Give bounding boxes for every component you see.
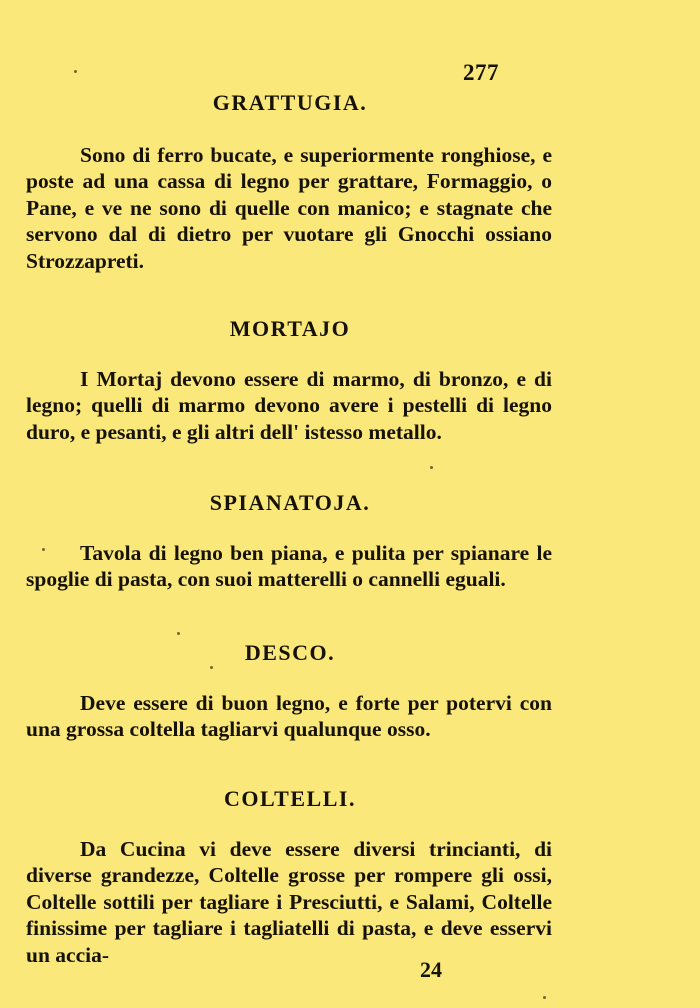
paragraph-body: Tavola di legno ben piana, e pulita per spianare le spoglie di pasta, con suoi matterelli o cannelli eguali. — [26, 541, 552, 592]
page-number: 277 — [463, 60, 499, 85]
section-heading-spianatoja: SPIANATOJA. — [209, 490, 371, 515]
paragraph-body: I Mortaj devono essere di marmo, di bronzo, e di legno; quelli di marmo devono avere i pestelli di legno duro, e pesanti, e gli altri dell' istesso metallo. — [26, 367, 552, 444]
paragraph-body: Deve essere di buon legno, e forte per potervi con una grossa coltella tagliarvi qualunque osso. — [26, 691, 552, 742]
section-text-spianatoja — [26, 540, 552, 593]
section-text-grattugia — [26, 142, 552, 274]
paragraph-body: Sono di ferro bucate, e superiormente ronghiose, e poste ad una cassa di legno per grattare, Formaggio, o Pane, e ve ne sono di quelle con manico; e stagnate che servono dal di dietro per vuotare gli Gnocchi ossiano Strozzapreti. — [26, 143, 552, 273]
print-speck — [42, 548, 45, 551]
section-text-coltelli — [26, 836, 552, 968]
section-heading-desco: DESCO. — [244, 640, 336, 665]
print-speck — [177, 632, 180, 635]
print-speck — [210, 666, 213, 669]
signature-mark: 24 — [420, 957, 442, 982]
print-speck — [543, 996, 546, 999]
print-speck — [430, 466, 433, 469]
section-text-desco — [26, 690, 552, 743]
section-heading-mortajo: MORTAJO — [229, 316, 351, 341]
section-text-mortajo — [26, 366, 552, 445]
section-heading-coltelli: COLTELLI. — [224, 786, 356, 811]
print-speck — [74, 70, 77, 73]
section-heading-grattugia: GRATTUGIA. — [212, 90, 368, 115]
paragraph-body: Da Cucina vi deve essere diversi trincianti, di diverse grandezze, Coltelle grosse per rompere gli ossi, Coltelle sottili per tagliare i Presciutti, e Salami, Coltelle finissime per tagliare i tagliatelli di pasta, e deve esservi un accia- — [26, 837, 552, 967]
